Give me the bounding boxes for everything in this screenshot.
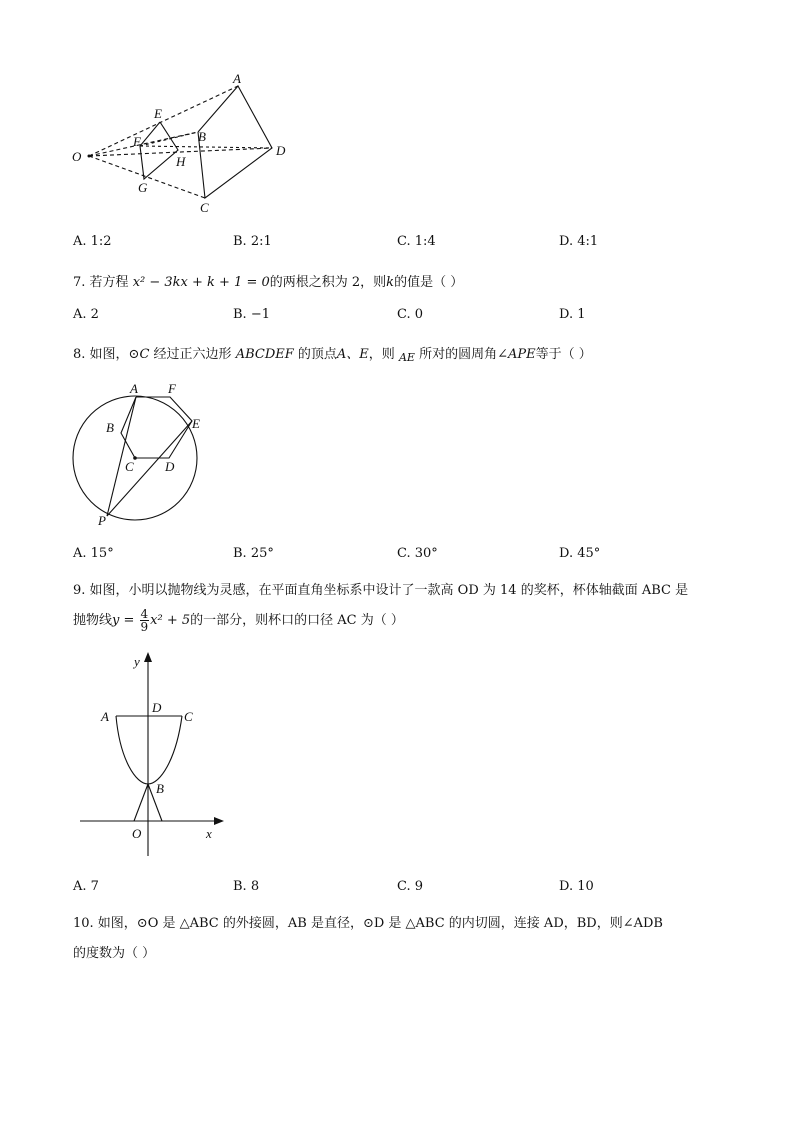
q7-equation: x² − 3kx + k + 1 = 0 — [132, 275, 270, 290]
label-d: D — [152, 700, 162, 715]
q8-figure — [66, 378, 216, 530]
x-axis-arrow — [214, 817, 224, 825]
q7-option-c[interactable]: C. 0 — [397, 307, 424, 322]
label-b: B — [106, 420, 114, 435]
q8-option-c[interactable]: C. 30° — [397, 546, 438, 561]
label-h: H — [176, 154, 186, 169]
label-d: D — [165, 459, 175, 474]
label-c: C — [125, 459, 134, 474]
label-a: A — [101, 709, 109, 724]
label-g: G — [138, 180, 148, 195]
label-o: O — [72, 149, 82, 164]
q7-option-b[interactable]: B. −1 — [233, 307, 270, 322]
q8-option-a[interactable]: A. 15° — [73, 546, 114, 561]
label-f: F — [133, 134, 141, 149]
q7-option-d[interactable]: D. 1 — [559, 307, 586, 322]
q9-option-b[interactable]: B. 8 — [233, 879, 260, 894]
label-a: A — [130, 381, 138, 396]
q7-option-a[interactable]: A. 2 — [73, 307, 99, 322]
q9-question-line2: 抛物线y = $\frac{4}{9}$ x² + 5的一部分，则杯口的口径 AC 为（ ） — [73, 607, 404, 634]
q10-question-line1: 10. 如图，⊙O 是 △ABC 的外接圆，AB 是直径，⊙D 是 △ABC 的内切圆，连接 AD，BD，则∠ADB — [73, 916, 663, 931]
label-e: E — [154, 106, 162, 121]
label-f: F — [168, 381, 176, 396]
label-o: O — [132, 826, 142, 841]
y-axis-arrow — [144, 652, 152, 662]
q8-option-d[interactable]: D. 45° — [559, 546, 601, 561]
q8-arc: AE — [398, 351, 415, 364]
label-b: B — [156, 781, 164, 796]
label-d: D — [276, 143, 286, 158]
q9-fraction: $\frac{4}{9}$ — [140, 607, 149, 634]
q9-option-a[interactable]: A. 7 — [73, 879, 99, 894]
label-y: y — [134, 654, 140, 669]
q6-option-a[interactable]: A. 1:2 — [73, 234, 112, 249]
label-b: B — [198, 129, 206, 144]
q9-option-c[interactable]: C. 9 — [397, 879, 424, 894]
q6-figure — [60, 68, 310, 218]
point-o — [88, 155, 91, 158]
q6-option-b[interactable]: B. 2:1 — [233, 234, 272, 249]
label-a: A — [233, 71, 241, 86]
q9-option-d[interactable]: D. 10 — [559, 879, 594, 894]
q7-question: 7. 若方程 x² − 3kx + k + 1 = 0的两根之积为 2，则k的值是（ ） — [73, 275, 464, 290]
q9-figure — [72, 650, 232, 862]
label-x: x — [206, 826, 212, 841]
label-e: E — [192, 416, 200, 431]
q9-question-line1: 9. 如图，小明以抛物线为灵感，在平面直角坐标系中设计了一款高 OD 为 14 的奖杯，杯体轴截面 ABC 是 — [73, 583, 689, 598]
q6-option-c[interactable]: C. 1:4 — [397, 234, 436, 249]
q10-question-line2: 的度数为（ ） — [73, 946, 156, 961]
label-c: C — [200, 200, 209, 215]
q8-question: 8. 如图，⊙C 经过正六边形 ABCDEF 的顶点A、E，则 $_{AE}$ 所对的圆周角∠APE等于（ ） — [73, 347, 592, 364]
center-c — [133, 456, 137, 460]
label-c: C — [184, 709, 193, 724]
q6-option-d[interactable]: D. 4:1 — [559, 234, 599, 249]
label-p: P — [98, 513, 106, 528]
q8-option-b[interactable]: B. 25° — [233, 546, 274, 561]
